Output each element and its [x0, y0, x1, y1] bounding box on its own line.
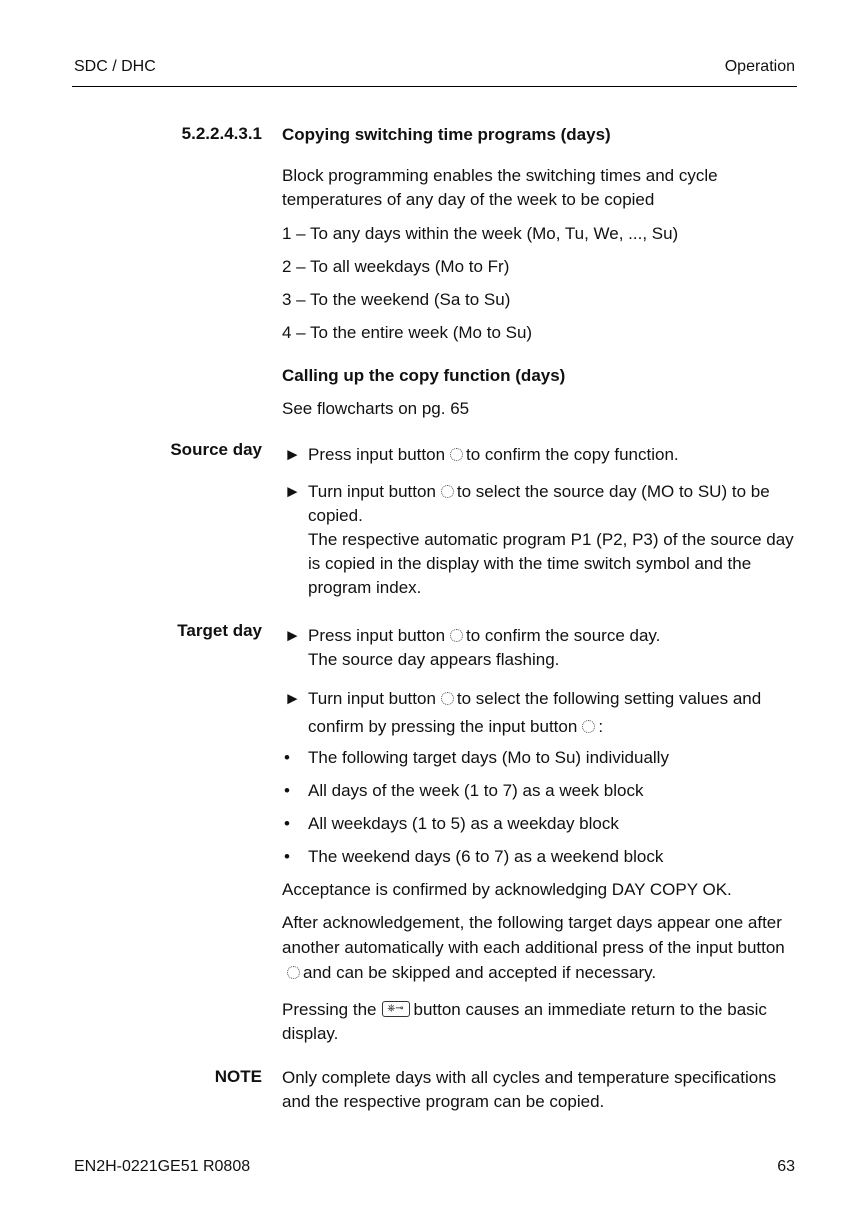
target-step-2-text-c: : [598, 717, 604, 736]
pressing-text-a: Pressing the [282, 1000, 377, 1019]
pressing-text-b: button causes an immediate return to the basic display. [282, 1000, 767, 1043]
return-key-icon: ⎈⊸ [382, 1001, 410, 1017]
see-flowcharts: See flowcharts on pg. 65 [282, 399, 470, 418]
after-ack-text-a: After acknowledgement, the following target days appear one after another automatically with each additional press of the input button [282, 913, 785, 957]
input-dial-icon [441, 692, 454, 705]
header-left: SDC / DHC [74, 58, 156, 75]
acceptance-text: Acceptance is confirmed by acknowledging DAY COPY OK. [282, 880, 732, 899]
option-3: 3 – To the weekend (Sa to Su) [282, 290, 511, 309]
target-day-label: Target day [177, 621, 262, 640]
input-dial-icon [287, 966, 300, 979]
after-ack-text-b: and can be skipped and accepted if necessary. [303, 963, 657, 982]
after-ack-paragraph [282, 910, 794, 985]
source-step-2-text-b: to select the source day (MO to SU) to be copied. [308, 482, 770, 525]
section-title: Copying switching time programs (days) [282, 125, 611, 144]
arrow-icon: ► [284, 689, 301, 708]
target-step-1-text-a: Press input button [308, 626, 446, 645]
target-step-1-text-b: to confirm the source day. [466, 626, 661, 645]
source-step-1-text-a: Press input button [308, 445, 446, 464]
input-dial-icon [450, 629, 463, 642]
target-bullet-2-text: All days of the week (1 to 7) as a week block [308, 781, 644, 800]
source-step-2-text-a: Turn input button [308, 482, 436, 501]
subheading: Calling up the copy function (days) [282, 366, 566, 385]
arrow-icon: ► [284, 482, 301, 501]
option-2: 2 – To all weekdays (Mo to Fr) [282, 257, 510, 276]
bullet-icon: • [284, 847, 290, 866]
bullet-icon: • [284, 814, 290, 833]
header-divider [72, 86, 797, 87]
footer-doc-id: EN2H-0221GE51 R0808 [74, 1158, 251, 1175]
source-step-2-text-c: The respective automatic program P1 (P2, P3) of the source day is copied in the display with the time switch symbol and the program index. [308, 530, 794, 597]
input-dial-icon [582, 720, 595, 733]
target-bullet-3-text: All weekdays (1 to 5) as a weekday block [308, 814, 619, 833]
bullet-icon: • [284, 781, 290, 800]
target-step-2-text-a: Turn input button [308, 689, 436, 708]
target-bullet-4-text: The weekend days (6 to 7) as a weekend block [308, 847, 664, 866]
source-step-1-text-b: to confirm the copy function. [466, 445, 679, 464]
arrow-icon: ► [284, 445, 301, 464]
page-number: 63 [777, 1158, 795, 1175]
section-number: 5.2.2.4.3.1 [181, 124, 262, 143]
intro-paragraph: Block programming enables the switching times and cycle temperatures of any day of the week to be copied [282, 166, 718, 209]
target-bullet-1-text: The following target days (Mo to Su) individually [308, 748, 669, 767]
target-step-1-text-c: The source day appears flashing. [308, 650, 560, 669]
target-step-2-text-b: to select the following setting values and confirm by pressing the input button [308, 689, 762, 736]
arrow-icon: ► [284, 626, 301, 645]
note-label: NOTE [214, 1067, 262, 1086]
input-dial-icon [441, 485, 454, 498]
bullet-icon: • [284, 748, 290, 767]
option-1: 1 – To any days within the week (Mo, Tu, We, ..., Su) [282, 224, 679, 243]
header-right: Operation [724, 58, 795, 75]
note-text: Only complete days with all cycles and temperature specifications and the respective program can be copied. [282, 1068, 777, 1111]
input-dial-icon [450, 448, 463, 461]
source-day-label: Source day [170, 440, 262, 459]
pressing-paragraph [282, 998, 794, 1046]
option-4: 4 – To the entire week (Mo to Su) [282, 323, 533, 342]
